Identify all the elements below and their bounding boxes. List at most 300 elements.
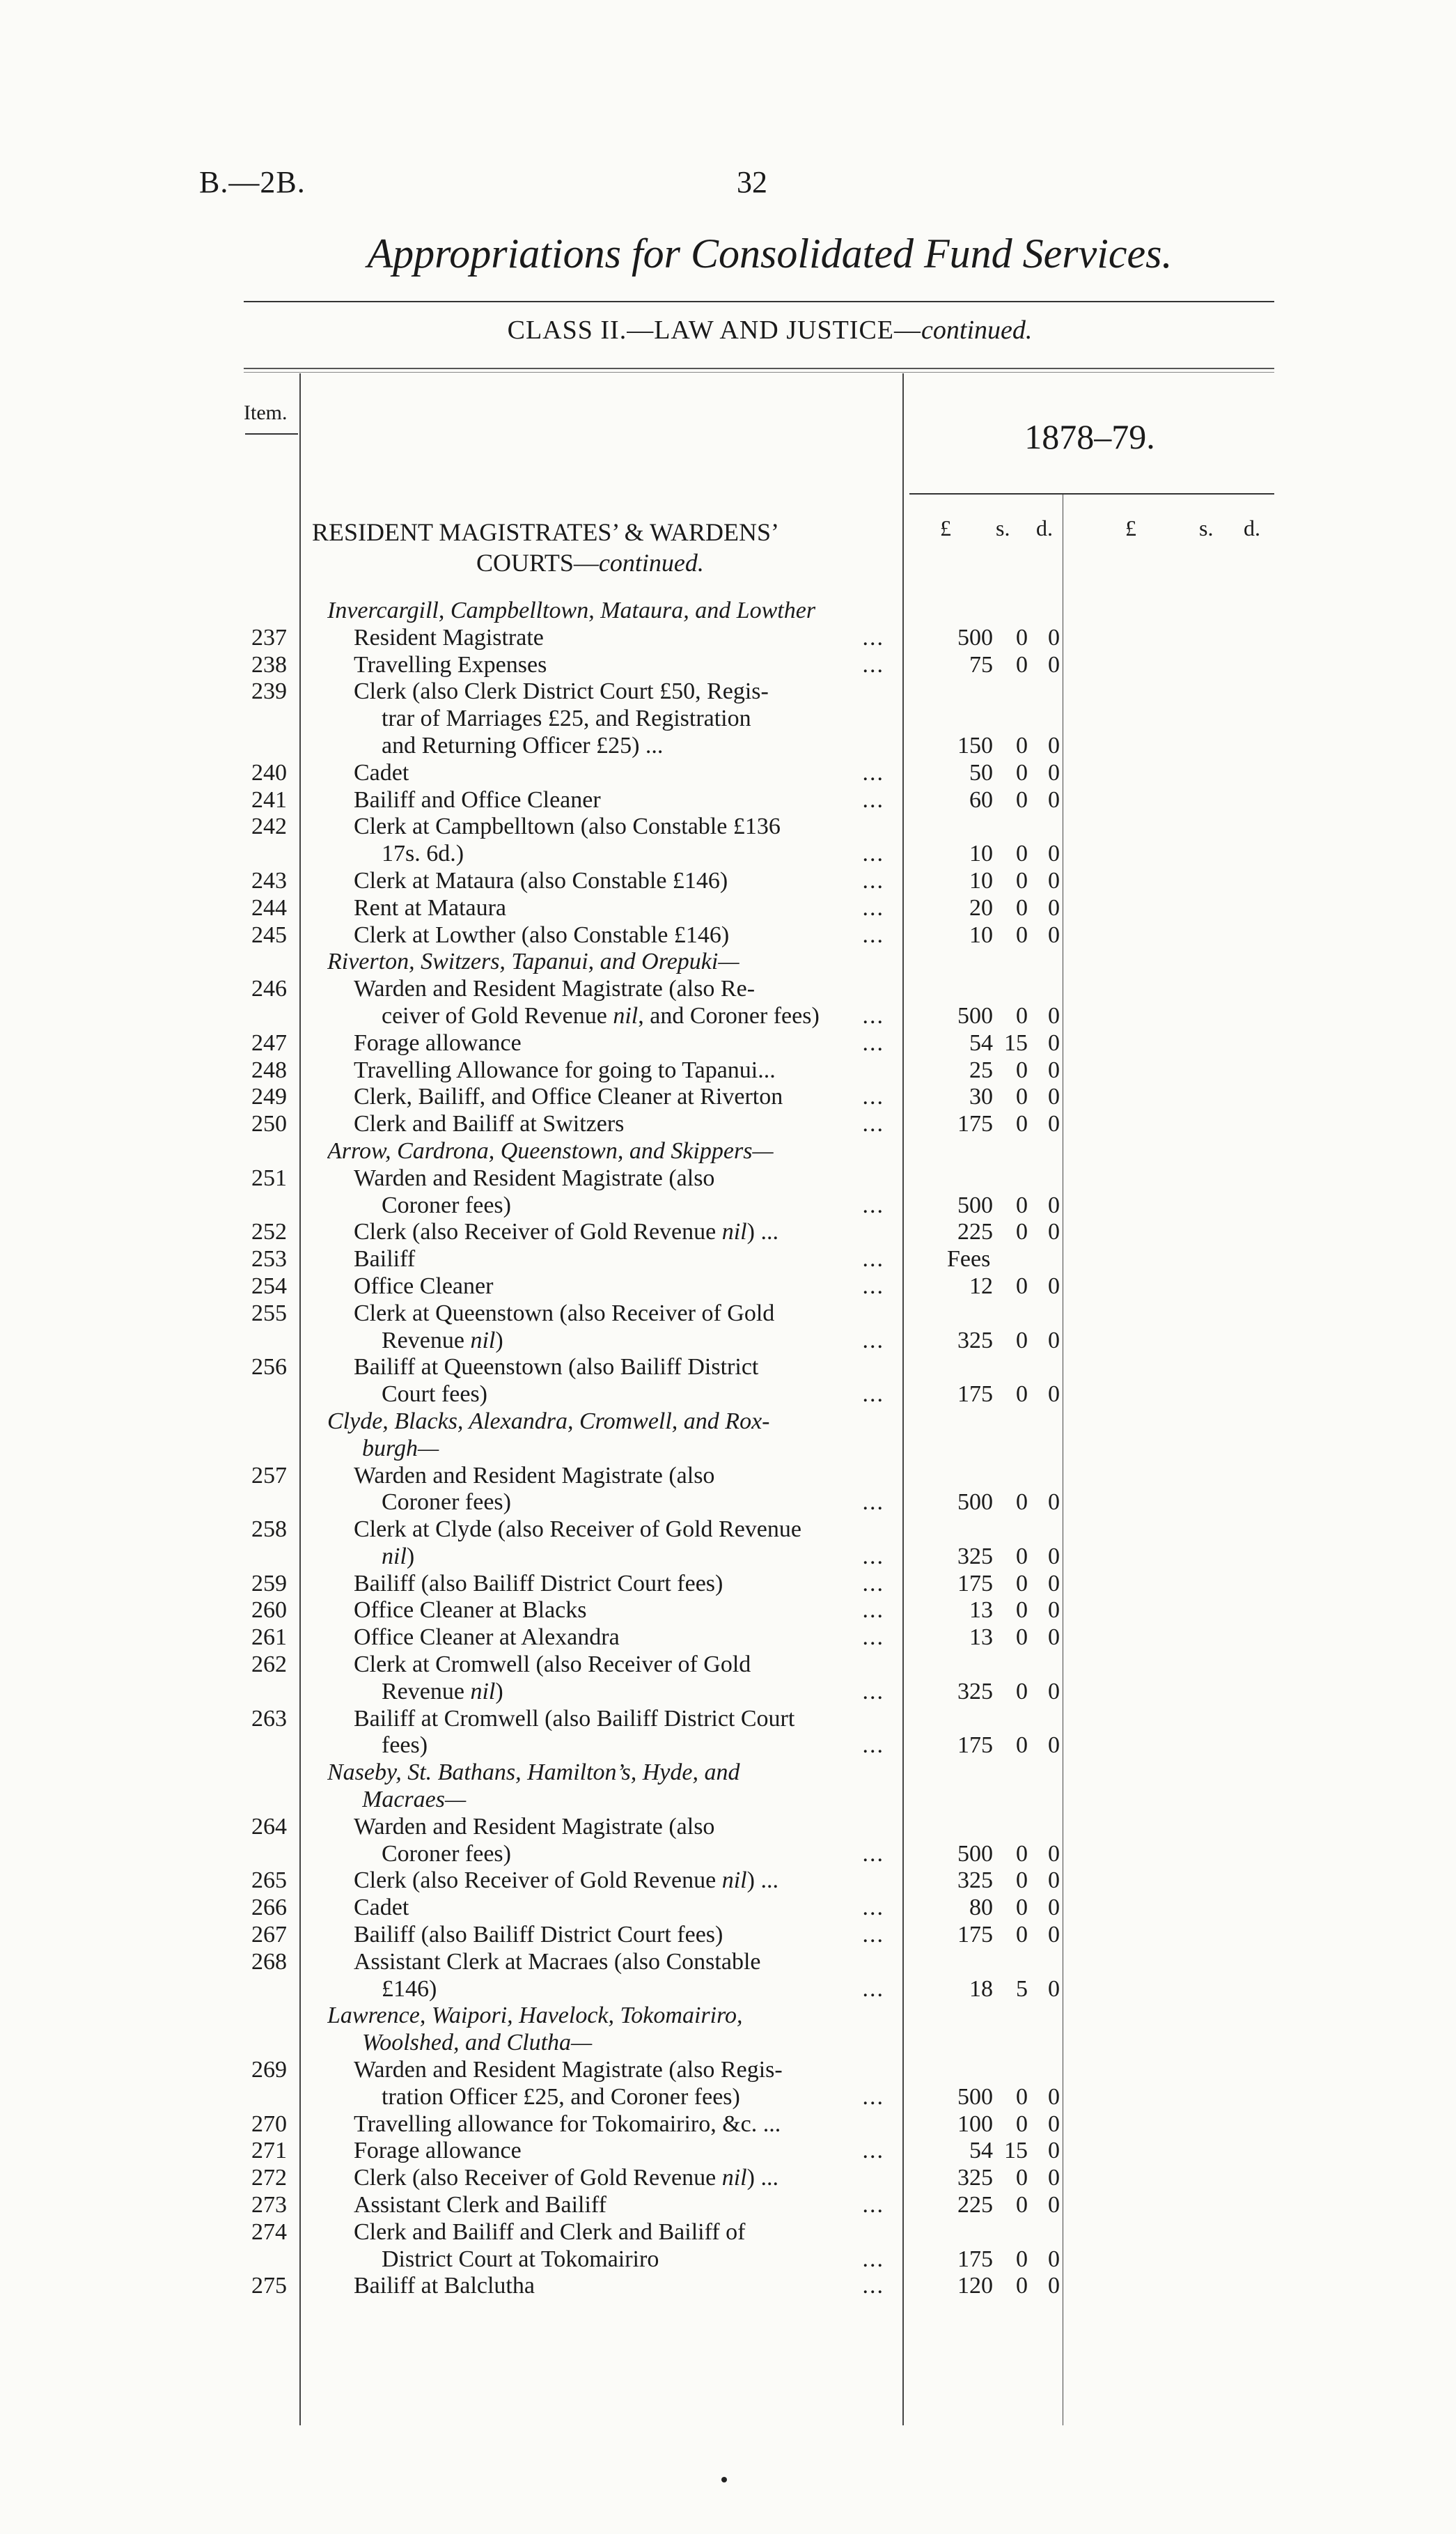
item-description: 17s. 6d.): [382, 841, 464, 867]
item-number: 271: [251, 2138, 287, 2164]
item-description: Travelling Allowance for going to Tapanui...: [354, 1057, 776, 1083]
leader-dots: ...: [862, 1246, 884, 1273]
leader-dots: ...: [862, 1840, 884, 1867]
item-column-header: Item.: [244, 401, 288, 424]
item-description: Bailiff at Balclutha: [354, 2273, 535, 2299]
table-row: [0, 868, 1456, 895]
leader-dots: [879, 2165, 884, 2192]
item-description: Revenue nil): [382, 1678, 503, 1704]
item-description: fees): [382, 1732, 428, 1759]
table-row: [0, 1597, 1456, 1624]
amount-pence: 0: [1048, 867, 1060, 894]
amount-shillings: 0: [1016, 2165, 1028, 2191]
leader-dots: ...: [862, 1732, 884, 1759]
amount-shillings: 0: [1016, 2083, 1028, 2110]
table-row: [0, 625, 1456, 652]
amount-pence: 0: [1048, 841, 1060, 867]
district-heading: [0, 1759, 1456, 1814]
amount-shillings: 0: [1016, 1327, 1028, 1353]
item-description: Court fees): [382, 1381, 488, 1408]
amount-shillings: 0: [1016, 1570, 1028, 1596]
amount-pence: 0: [1048, 1840, 1060, 1867]
amount-pence: 0: [1048, 2111, 1060, 2137]
table-row: [0, 787, 1456, 814]
leader-dots: ...: [862, 1084, 884, 1110]
item-description: Forage allowance: [354, 2138, 522, 2164]
item-description: nil): [382, 1543, 415, 1569]
item-description: Warden and Resident Magistrate (also Regis-: [354, 2057, 783, 2083]
item-number: 253: [251, 1246, 287, 1273]
item-description: Cadet: [354, 1895, 409, 1921]
leader-dots: ...: [862, 841, 884, 867]
leader-dots: ...: [862, 651, 884, 678]
item-number: 240: [251, 759, 287, 786]
amount-pence: 0: [1048, 1327, 1060, 1353]
amount-shillings: 0: [1016, 1543, 1028, 1569]
amount-pence: 0: [1048, 759, 1060, 786]
item-description: Clerk and Bailiff at Switzers: [354, 1111, 625, 1137]
year-column-header: 1878–79.: [1024, 417, 1155, 456]
amount-pence: 0: [1048, 1867, 1060, 1894]
district-heading: [0, 1408, 1456, 1463]
table-row: [0, 2057, 1456, 2111]
amount-pounds: 225: [957, 1219, 993, 1245]
amount-pence: 0: [1048, 1922, 1060, 1948]
item-number: 251: [251, 1165, 287, 1191]
amount-pounds: 13: [969, 1624, 993, 1651]
district-heading: [0, 949, 1456, 976]
item-description: Office Cleaner: [354, 1273, 494, 1299]
table-row: [0, 2111, 1456, 2138]
leader-dots: ...: [862, 1029, 884, 1056]
pence-header-1: d.: [1036, 515, 1053, 541]
amount-pence: 0: [1048, 2083, 1060, 2110]
table-row: [0, 2192, 1456, 2219]
table-row: [0, 1516, 1456, 1571]
leader-dots: ...: [862, 1543, 884, 1569]
leader-dots: ...: [862, 1678, 884, 1704]
item-number: 273: [251, 2192, 287, 2218]
amount-pence: 0: [1048, 1597, 1060, 1624]
amount-pounds: 175: [957, 1111, 993, 1137]
item-description: ceiver of Gold Revenue nil, and Coroner fees): [382, 1002, 820, 1029]
leader-dots: [879, 1057, 884, 1085]
item-description: Office Cleaner at Alexandra: [354, 1624, 620, 1651]
item-description: Assistant Clerk and Bailiff: [354, 2192, 606, 2218]
amount-pence: 0: [1048, 1732, 1060, 1759]
table-row: [0, 1895, 1456, 1922]
amount-pounds: 25: [969, 1057, 993, 1083]
amount-pounds: 150: [957, 732, 993, 759]
amount-pounds: 60: [969, 786, 993, 813]
amount-shillings: 0: [1016, 1867, 1028, 1894]
amount-shillings: 15: [1004, 1029, 1028, 1056]
amount-shillings: 0: [1016, 759, 1028, 786]
item-number: 255: [251, 1300, 287, 1326]
item-number: 268: [251, 1948, 287, 1975]
amount-shillings: 0: [1016, 732, 1028, 759]
section-title-line2: COURTS—continued.: [476, 549, 704, 577]
table-row: [0, 1463, 1456, 1517]
amount-shillings: 0: [1016, 841, 1028, 867]
leader-dots: ...: [862, 1111, 884, 1137]
amount-shillings: 0: [1016, 651, 1028, 678]
item-number: 239: [251, 678, 287, 705]
item-description: Warden and Resident Magistrate (also: [354, 1813, 715, 1840]
amount-pounds: 75: [969, 651, 993, 678]
amount-pence: 0: [1048, 786, 1060, 813]
amount-pence: 0: [1048, 1570, 1060, 1596]
district-heading-text: Lawrence, Waipori, Havelock, Tokomairiro,: [327, 2003, 743, 2029]
table-row: [0, 1084, 1456, 1111]
section-title-line1: RESIDENT MAGISTRATES’ & WARDENS’: [312, 518, 780, 546]
item-number: 265: [251, 1867, 287, 1894]
amount-pounds: 500: [957, 1192, 993, 1218]
district-heading-text: Macraes—: [362, 1787, 467, 1813]
item-description: Resident Magistrate: [354, 624, 544, 651]
amount-pounds: 100: [957, 2111, 993, 2137]
table-row: [0, 1219, 1456, 1246]
item-number: 246: [251, 976, 287, 1002]
district-heading-text: Arrow, Cardrona, Queenstown, and Skippers—: [327, 1137, 774, 1164]
item-number: 256: [251, 1354, 287, 1381]
table-row: [0, 1354, 1456, 1408]
amount-pounds: 225: [957, 2192, 993, 2218]
year-header-rule: [909, 493, 1274, 495]
amount-shillings: 0: [1016, 1678, 1028, 1704]
amount-pence: 0: [1048, 1624, 1060, 1651]
amount-shillings: 0: [1016, 1895, 1028, 1921]
amount-pence: 0: [1048, 624, 1060, 651]
amount-pence: 0: [1048, 2246, 1060, 2272]
leader-dots: ...: [862, 1597, 884, 1624]
item-description: Clerk (also Receiver of Gold Revenue nil) ...: [354, 1219, 778, 1245]
amount-shillings: 0: [1016, 1489, 1028, 1516]
leader-dots: ...: [862, 2083, 884, 2110]
table-row: [0, 1651, 1456, 1706]
leader-dots: ...: [862, 1192, 884, 1218]
item-description: Clerk, Bailiff, and Office Cleaner at Riverton: [354, 1084, 783, 1110]
item-description: Bailiff at Queenstown (also Bailiff District: [354, 1354, 759, 1381]
table-row: [0, 814, 1456, 868]
item-number: 274: [251, 2218, 287, 2245]
item-number: 260: [251, 1597, 287, 1624]
amount-shillings: 5: [1016, 1975, 1028, 2002]
amount-pounds: 10: [969, 867, 993, 894]
amount-pounds: 80: [969, 1895, 993, 1921]
item-description: Clerk and Bailiff and Clerk and Bailiff of: [354, 2218, 746, 2245]
amount-pounds: 500: [957, 1840, 993, 1867]
item-number: 258: [251, 1516, 287, 1543]
table-row: [0, 1922, 1456, 1949]
page-mark: [721, 2477, 727, 2482]
amount-shillings: 0: [1016, 1192, 1028, 1218]
item-number: 249: [251, 1084, 287, 1110]
item-description: Assistant Clerk at Macraes (also Constable: [354, 1948, 761, 1975]
shillings-header-2: s.: [1199, 515, 1214, 541]
amount-pence: 0: [1048, 2165, 1060, 2191]
amount-shillings: 0: [1016, 624, 1028, 651]
item-description: Coroner fees): [382, 1192, 511, 1218]
district-heading: [0, 1138, 1456, 1165]
table-row: [0, 1571, 1456, 1598]
amount-pence: 0: [1048, 1543, 1060, 1569]
amount-pence: 0: [1048, 651, 1060, 678]
page-title: Appropriations for Consolidated Fund Services.: [367, 231, 1173, 277]
item-description: Bailiff and Office Cleaner: [354, 786, 601, 813]
amount-pounds: 12: [969, 1273, 993, 1299]
amount-shillings: 0: [1016, 1381, 1028, 1408]
leader-dots: ...: [862, 1922, 884, 1948]
item-description: Clerk (also Receiver of Gold Revenue nil) ...: [354, 2165, 778, 2191]
item-description: tration Officer £25, and Coroner fees): [382, 2083, 740, 2110]
amount-pence: 0: [1048, 1273, 1060, 1299]
table-row: [0, 1111, 1456, 1138]
item-number: 257: [251, 1462, 287, 1488]
amount-pounds: 325: [957, 1543, 993, 1569]
amount-shillings: 0: [1016, 2111, 1028, 2137]
amount-pounds: 175: [957, 1732, 993, 1759]
amount-pence: 0: [1048, 1029, 1060, 1056]
amount-pounds: 10: [969, 841, 993, 867]
district-heading-text: Clyde, Blacks, Alexandra, Cromwell, and Rox-: [327, 1408, 770, 1434]
item-number: 254: [251, 1273, 287, 1299]
leader-dots: ...: [862, 2138, 884, 2164]
item-description: Bailiff (also Bailiff District Court fees): [354, 1922, 723, 1948]
amount-pounds: 175: [957, 2246, 993, 2272]
item-number: 252: [251, 1219, 287, 1245]
item-description: Bailiff: [354, 1246, 416, 1273]
class-heading: [0, 315, 1456, 345]
section-title: [312, 517, 897, 578]
item-description: and Returning Officer £25) ...: [382, 732, 664, 759]
table-row: [0, 1949, 1456, 2003]
item-number: 250: [251, 1111, 287, 1137]
item-number: 243: [251, 867, 287, 894]
amount-shillings: 15: [1004, 2138, 1028, 2164]
item-description: Clerk (also Receiver of Gold Revenue nil) ...: [354, 1867, 778, 1894]
table-row: [0, 2165, 1456, 2192]
amount-pence: 0: [1048, 732, 1060, 759]
item-description: Bailiff (also Bailiff District Court fees): [354, 1570, 723, 1596]
amount-fees: Fees: [947, 1246, 991, 1273]
top-rule: [244, 301, 1274, 302]
district-heading: [0, 598, 1456, 625]
table-top-rule: [244, 368, 1274, 369]
table-row: [0, 895, 1456, 922]
item-number: 238: [251, 651, 287, 678]
amount-shillings: 0: [1016, 1840, 1028, 1867]
class-heading-main: CLASS II.—LAW AND JUSTICE—: [507, 316, 922, 345]
item-description: Clerk at Cromwell (also Receiver of Gold: [354, 1651, 751, 1678]
item-number: 242: [251, 814, 287, 840]
district-heading-text: Naseby, St. Bathans, Hamilton’s, Hyde, and: [327, 1759, 740, 1786]
amount-pence: 0: [1048, 2138, 1060, 2164]
amount-pounds: 120: [957, 2273, 993, 2299]
amount-pounds: 18: [969, 1975, 993, 2002]
item-description: Rent at Mataura: [354, 894, 507, 921]
amount-shillings: 0: [1016, 1624, 1028, 1651]
amount-pounds: 325: [957, 1678, 993, 1704]
leader-dots: ...: [862, 1570, 884, 1596]
amount-pounds: 500: [957, 1002, 993, 1029]
table-row: [0, 1246, 1456, 1273]
leader-dots: ...: [862, 1002, 884, 1029]
amount-pounds: 175: [957, 1381, 993, 1408]
amount-pence: 0: [1048, 1975, 1060, 2002]
leader-dots: ...: [862, 2273, 884, 2299]
amount-pence: 0: [1048, 894, 1060, 921]
amount-shillings: 0: [1016, 2273, 1028, 2299]
leader-dots: ...: [862, 867, 884, 894]
amount-pounds: 54: [969, 1029, 993, 1056]
leader-dots: ...: [862, 1975, 884, 2002]
item-description: Bailiff at Cromwell (also Bailiff District Court: [354, 1705, 795, 1732]
amount-pence: 0: [1048, 1111, 1060, 1137]
district-heading-text: Woolshed, and Clutha—: [362, 2030, 593, 2056]
item-header-rule: [245, 433, 298, 435]
amount-pence: 0: [1048, 922, 1060, 948]
amount-shillings: 0: [1016, 1732, 1028, 1759]
pound-header-2: £: [1125, 515, 1136, 541]
item-number: 269: [251, 2057, 287, 2083]
item-description: Warden and Resident Magistrate (also: [354, 1165, 715, 1191]
table-row: [0, 652, 1456, 679]
item-number: 264: [251, 1813, 287, 1840]
amount-pounds: 500: [957, 624, 993, 651]
district-heading-text: burgh—: [362, 1435, 439, 1461]
item-description: Clerk (also Clerk District Court £50, Regis-: [354, 678, 769, 705]
leader-dots: ...: [862, 2192, 884, 2218]
item-number: 261: [251, 1624, 287, 1651]
amount-shillings: 0: [1016, 867, 1028, 894]
shillings-header-1: s.: [996, 515, 1010, 541]
leader-dots: ...: [862, 922, 884, 948]
item-description: Travelling Expenses: [354, 651, 547, 678]
item-number: 259: [251, 1570, 287, 1596]
item-description: District Court at Tokomairiro: [382, 2246, 659, 2272]
amount-pence: 0: [1048, 1489, 1060, 1516]
leader-dots: [879, 1867, 884, 1895]
amount-pounds: 54: [969, 2138, 993, 2164]
item-number: 247: [251, 1029, 287, 1056]
amount-shillings: 0: [1016, 786, 1028, 813]
amount-pounds: 325: [957, 1327, 993, 1353]
amount-shillings: 0: [1016, 922, 1028, 948]
table-row: [0, 922, 1456, 949]
item-number: 245: [251, 922, 287, 948]
district-heading-text: Invercargill, Campbelltown, Mataura, and Lowther: [327, 598, 816, 623]
amount-shillings: 0: [1016, 1084, 1028, 1110]
amount-pounds: 325: [957, 1867, 993, 1894]
amount-pence: 0: [1048, 2192, 1060, 2218]
table-row: [0, 1867, 1456, 1895]
amount-pence: 0: [1048, 1678, 1060, 1704]
item-description: Coroner fees): [382, 1489, 511, 1516]
amount-pounds: 20: [969, 894, 993, 921]
table-row: [0, 1624, 1456, 1651]
pound-header-1: £: [940, 515, 951, 541]
item-description: Forage allowance: [354, 1029, 522, 1056]
amount-pounds: 500: [957, 2083, 993, 2110]
pence-header-2: d.: [1244, 515, 1260, 541]
amount-pounds: 30: [969, 1084, 993, 1110]
item-number: 266: [251, 1895, 287, 1921]
item-number: 272: [251, 2165, 287, 2191]
table-row: [0, 976, 1456, 1030]
amount-pence: 0: [1048, 1192, 1060, 1218]
leader-dots: ...: [862, 759, 884, 786]
leader-dots: ...: [862, 1381, 884, 1408]
amount-shillings: 0: [1016, 1057, 1028, 1083]
item-description: trar of Marriages £25, and Registration: [382, 706, 751, 732]
item-number: 262: [251, 1651, 287, 1678]
item-description: Office Cleaner at Blacks: [354, 1597, 587, 1624]
table-row: [0, 1706, 1456, 1760]
amount-pence: 0: [1048, 1381, 1060, 1408]
item-description: Revenue nil): [382, 1327, 503, 1353]
amount-shillings: 0: [1016, 1111, 1028, 1137]
amount-pounds: 325: [957, 2165, 993, 2191]
item-number: 248: [251, 1057, 287, 1083]
amount-pence: 0: [1048, 1084, 1060, 1110]
item-number: 270: [251, 2111, 287, 2137]
amount-shillings: 0: [1016, 1219, 1028, 1245]
table-top-rule-thin: [244, 372, 1274, 373]
leader-dots: [879, 2111, 884, 2138]
leader-dots: ...: [862, 894, 884, 921]
amount-shillings: 0: [1016, 1273, 1028, 1299]
amount-pounds: 175: [957, 1570, 993, 1596]
table-row: [0, 2273, 1456, 2300]
district-heading-text: Riverton, Switzers, Tapanui, and Orepuki—: [327, 949, 739, 975]
amount-pounds: 10: [969, 922, 993, 948]
amount-pounds: 175: [957, 1922, 993, 1948]
leader-dots: [879, 1219, 884, 1246]
leader-dots: ...: [862, 1489, 884, 1516]
amount-pence: 0: [1048, 1002, 1060, 1029]
item-description: Clerk at Campbelltown (also Constable £136: [354, 814, 781, 840]
table-row: [0, 1300, 1456, 1355]
item-number: 267: [251, 1922, 287, 1948]
item-number: 263: [251, 1705, 287, 1732]
leader-dots: [879, 733, 884, 760]
item-description: Cadet: [354, 759, 409, 786]
appropriations-table: [0, 598, 1456, 2300]
item-description: Travelling allowance for Tokomairiro, &c. ...: [354, 2111, 781, 2137]
amount-shillings: 0: [1016, 2192, 1028, 2218]
leader-dots: ...: [862, 1327, 884, 1353]
table-row: [0, 1030, 1456, 1057]
table-row: [0, 1814, 1456, 1868]
amount-shillings: 0: [1016, 1597, 1028, 1624]
leader-dots: ...: [862, 786, 884, 813]
item-number: 275: [251, 2273, 287, 2299]
item-number: 237: [251, 624, 287, 651]
amount-shillings: 0: [1016, 1002, 1028, 1029]
table-row: [0, 1057, 1456, 1085]
table-row: [0, 2219, 1456, 2273]
amount-pence: 0: [1048, 1057, 1060, 1083]
district-heading: [0, 2003, 1456, 2057]
amount-pounds: 500: [957, 1489, 993, 1516]
table-row: [0, 1273, 1456, 1300]
class-heading-continued: continued.: [921, 316, 1033, 345]
document-code: B.—2B.: [199, 165, 306, 199]
leader-dots: ...: [862, 624, 884, 651]
item-description: Coroner fees): [382, 1840, 511, 1867]
amount-pounds: 13: [969, 1597, 993, 1624]
